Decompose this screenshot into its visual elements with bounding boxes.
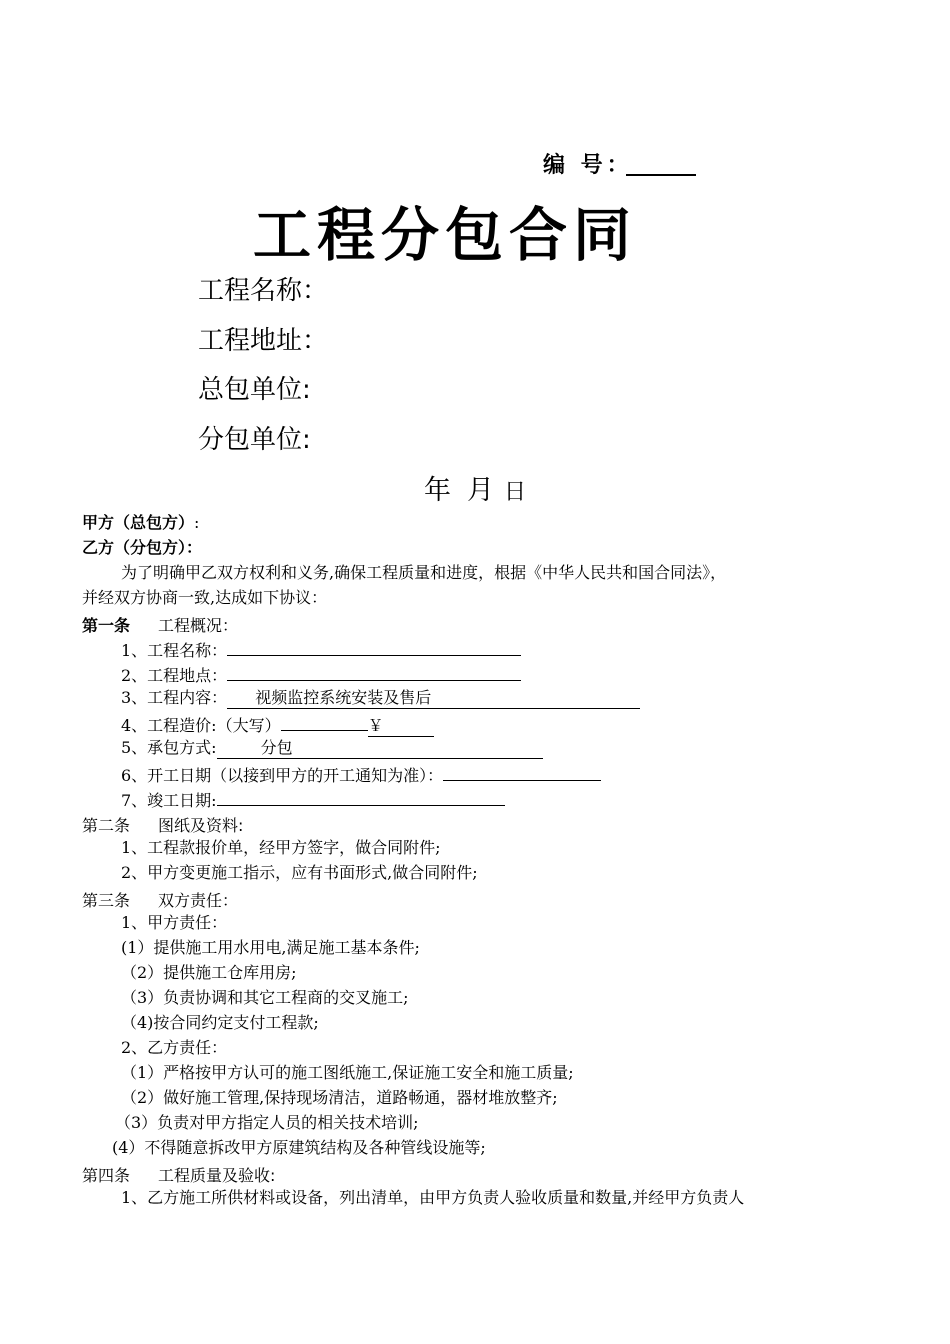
- date-year: 年: [423, 475, 451, 506]
- item-label: 5、承包方式:: [121, 738, 217, 757]
- project-name-label: 工程名称：: [198, 276, 329, 306]
- article-1-title: 工程概况：: [158, 616, 239, 635]
- party-b-duty-1: （1）严格按甲方认可的施工图纸施工,保证施工安全和施工质量;: [121, 1063, 574, 1082]
- party-b-duty-2: （2）做好施工管理,保持现场清洁，道路畅通，器材堆放整齐;: [121, 1088, 558, 1107]
- project-content-field: [227, 688, 640, 709]
- document-title: 工程分包合同: [252, 201, 637, 269]
- article-1-item-2: [121, 663, 521, 686]
- item-label: 7、竣工日期:: [121, 791, 217, 810]
- article-4-title: 工程质量及验收:: [158, 1166, 276, 1185]
- project-name-blank: [227, 638, 521, 656]
- project-address-label: 工程地址：: [198, 326, 329, 356]
- article-2-item-2: 2、甲方变更施工指示，应有书面形式,做合同附件;: [121, 863, 478, 882]
- article-3-heading: [82, 888, 238, 911]
- article-4-heading: [82, 1163, 275, 1186]
- signing-date: [0, 468, 950, 507]
- party-a-duty-2: （2）提供施工仓库用房;: [121, 963, 297, 982]
- article-1-item-5: [121, 738, 543, 759]
- item-label: 6、开工日期（以接到甲方的开工通知为准）：: [121, 766, 444, 785]
- article-2-title: 图纸及资料:: [158, 816, 244, 835]
- subcontractor-label: 分包单位:: [198, 425, 311, 455]
- project-content-value: 视频监控系统安装及售后: [255, 688, 432, 707]
- start-date-blank: [443, 763, 601, 781]
- item-label: 3、工程内容：: [121, 688, 228, 707]
- article-3-title: 双方责任：: [158, 891, 239, 910]
- article-1-item-6: [121, 763, 601, 786]
- party-b-duty-4: (4）不得随意拆改甲方原建筑结构及各种管线设施等;: [112, 1138, 486, 1157]
- contract-number-blank: [626, 174, 696, 176]
- date-day: 日: [503, 480, 526, 505]
- party-b-label: 乙方（分包方）：: [82, 538, 203, 557]
- party-a-duty-1: (1）提供施工用水用电,满足施工基本条件;: [121, 938, 420, 957]
- article-3-number: 第三条: [82, 891, 131, 910]
- party-a-duties-heading: 1、甲方责任：: [121, 913, 228, 932]
- date-month: 月: [466, 475, 494, 506]
- price-words-blank: [281, 713, 368, 731]
- article-1-heading: [82, 613, 238, 636]
- article-1-item-7: [121, 788, 505, 811]
- party-a-colon: :: [194, 513, 200, 532]
- party-a-duty-4: （4)按合同约定支付工程款;: [121, 1013, 319, 1032]
- finish-date-blank: [217, 788, 505, 806]
- party-a: [82, 513, 199, 533]
- party-b-duty-3: （3）负责对甲方指定人员的相关技术培训;: [115, 1113, 419, 1132]
- item-label: 4、工程造价:（大写）: [121, 716, 281, 735]
- article-4-number: 第四条: [82, 1166, 131, 1185]
- article-2-item-1: 1、工程款报价单，经甲方签字，做合同附件;: [121, 838, 441, 857]
- intro-line-2: 并经双方协商一致,达成如下协议：: [82, 588, 328, 607]
- article-1-item-1: [121, 638, 521, 661]
- article-1-item-4: [121, 713, 434, 737]
- article-1-item-3: [121, 688, 640, 709]
- article-1-number: 第一条: [82, 616, 131, 635]
- item-label: 2、工程地点：: [121, 666, 228, 685]
- party-a-duty-3: （3）负责协调和其它工程商的交叉施工;: [121, 988, 409, 1007]
- article-4-item-1: 1、乙方施工所供材料或设备，列出清单，由甲方负责人验收质量和数量,并经甲方负责人: [121, 1188, 745, 1207]
- contract-method-field: [217, 738, 543, 759]
- item-label: 1、工程名称：: [121, 641, 228, 660]
- price-number-field: [368, 716, 434, 737]
- price-symbol: ￥: [367, 716, 384, 735]
- article-2-heading: [82, 813, 243, 836]
- contract-number-label: 编 号：: [543, 153, 633, 178]
- contract-method-value: 分包: [260, 738, 293, 757]
- article-2-number: 第二条: [82, 816, 131, 835]
- party-b-duties-heading: 2、乙方责任：: [121, 1038, 228, 1057]
- general-contractor-label: 总包单位:: [198, 375, 311, 405]
- party-a-label: 甲方（总包方）: [82, 513, 195, 532]
- project-location-blank: [227, 663, 521, 681]
- intro-line-1: 为了明确甲乙双方权利和义务,确保工程质量和进度，根据《中华人民共和国合同法》，: [121, 563, 727, 582]
